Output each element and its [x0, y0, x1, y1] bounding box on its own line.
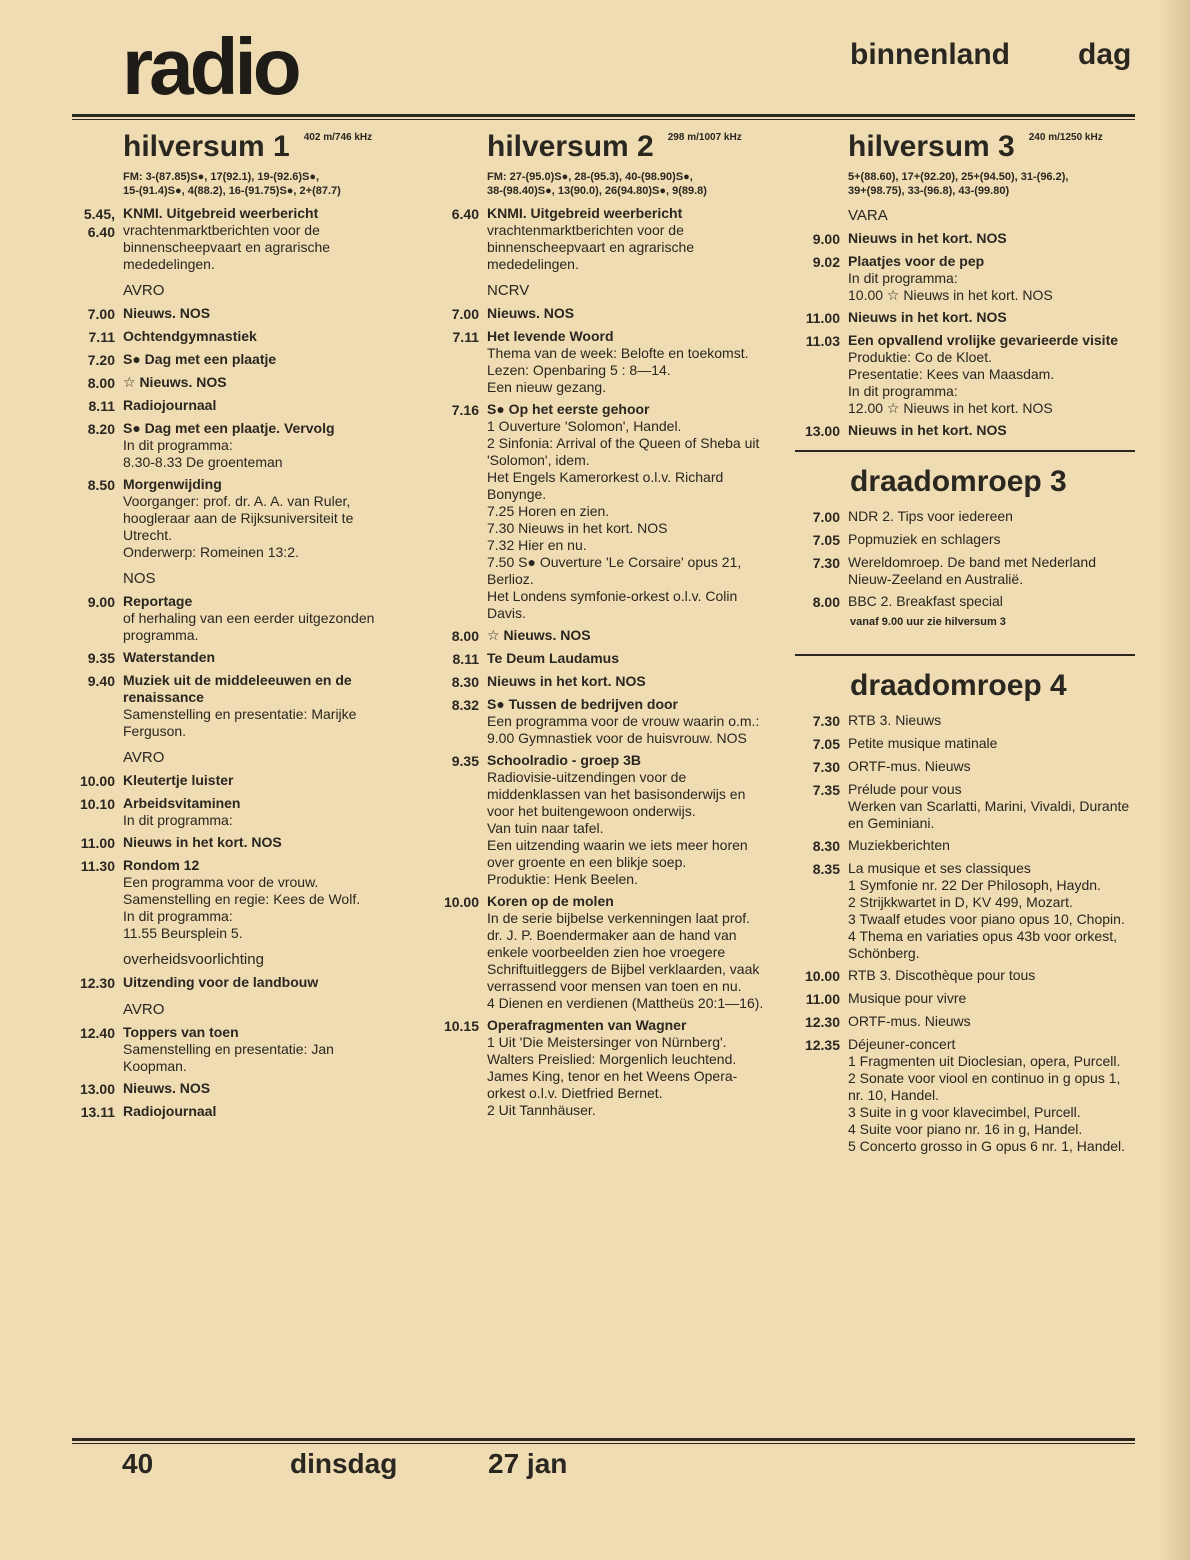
- programme-description: of herhaling van een eerder uitgezonden programma.: [123, 610, 375, 643]
- programme-body: [123, 974, 400, 992]
- programme-time: 12.30: [79, 975, 115, 991]
- programme-body: [123, 351, 400, 369]
- programme-description: Petite musique matinale: [848, 735, 998, 751]
- programme-entry: [795, 1036, 1135, 1155]
- draadomroep-3-title: draadomroep 3: [850, 465, 1067, 498]
- programme-body: [123, 1080, 400, 1098]
- programme-entry: [70, 772, 400, 790]
- programme-title: Plaatjes voor de pep: [848, 253, 985, 269]
- programme-body: [487, 401, 764, 622]
- programme-time: 7.00: [451, 306, 479, 322]
- programme-time: 7.30: [812, 713, 840, 729]
- programme-title: Rondom 12: [123, 857, 200, 873]
- programme-body: [848, 990, 1135, 1008]
- programme-title: Een opvallend vrolijke gevarieerde visite: [848, 332, 1119, 348]
- programme-entry: [795, 531, 1135, 549]
- programme-entry: [70, 1024, 400, 1075]
- programme-description: 1 Ouverture 'Solomon', Handel. 2 Sinfonia: Arrival of the Queen of Sheba uit 'Solomon', idem. Het Engels Kamerorkest o.l.v. Richard Bonynge. 7.25 Horen en zien. 7.30 Nieuws in het kort. NOS 7.32 Hier en nu. 7.50 S● Ouverture 'Le Corsaire' opus 21, Berlioz. Het Londens symfonie-orkest o.l.v. Colin Davis.: [487, 418, 760, 621]
- programme-entry: [70, 1080, 400, 1098]
- programme-entry: [434, 696, 764, 747]
- programme-title: Waterstanden: [123, 649, 216, 665]
- programme-entry: [795, 422, 1135, 440]
- programme-body: [487, 205, 764, 273]
- programme-body: [848, 554, 1135, 588]
- programme-description: Voorganger: prof. dr. A. A. van Ruler, hoogleraar aan de Rijksuniversiteit te Utrecht. Onderwerp: Romeinen 13:2.: [123, 493, 354, 560]
- programme-body: [123, 205, 400, 273]
- broadcaster-label: AVRO: [123, 1001, 165, 1018]
- programme-body: [848, 422, 1135, 440]
- programme-description: vrachtenmarktberichten voor de binnenscheepvaart en agrarische mededelingen.: [123, 222, 331, 272]
- programme-time: 9.35: [87, 650, 115, 666]
- programme-time: 7.05: [812, 736, 840, 752]
- programme-time: 9.02: [812, 254, 840, 270]
- programme-title: S● Dag met een plaatje: [123, 351, 277, 367]
- programme-entry: [795, 508, 1135, 526]
- programme-description: In dit programma: 10.00 ☆ Nieuws in het kort. NOS: [848, 270, 1053, 303]
- programme-entry: [795, 781, 1135, 832]
- programme-title: ☆ Nieuws. NOS: [487, 627, 591, 643]
- programme-list: [795, 206, 1135, 440]
- programme-time: 8.20: [87, 421, 115, 437]
- programme-entry: [70, 857, 400, 942]
- programme-body: [848, 253, 1135, 304]
- programme-entry: [70, 476, 400, 561]
- programme-entry: [434, 650, 764, 668]
- programme-body: [123, 374, 400, 392]
- programme-title: Nieuws in het kort. NOS: [848, 422, 1007, 438]
- programme-time: 8.11: [452, 651, 479, 667]
- programme-entry: [70, 205, 400, 273]
- programme-time: 13.00: [79, 1081, 115, 1097]
- programme-description: Prélude pour vous Werken van Scarlatti, Marini, Vivaldi, Durante en Geminiani.: [848, 781, 1130, 831]
- programme-body: [487, 673, 764, 691]
- programme-title: Nieuws in het kort. NOS: [848, 230, 1007, 246]
- programme-body: [848, 531, 1135, 549]
- programme-body: [848, 593, 1135, 611]
- programme-body: [123, 834, 400, 852]
- programme-body: [848, 1013, 1135, 1031]
- broadcaster-label: NOS: [123, 570, 156, 587]
- programme-time: 11.03: [805, 333, 840, 349]
- programme-body: [123, 305, 400, 323]
- programme-title: S● Tussen de bedrijven door: [487, 696, 679, 712]
- programme-body: [487, 328, 764, 396]
- programme-description: BBC 2. Breakfast special: [848, 593, 1003, 609]
- page-number: 40: [122, 1448, 154, 1479]
- programme-entry: [70, 397, 400, 415]
- programme-body: [123, 1103, 400, 1121]
- programme-entry: [795, 735, 1135, 753]
- programme-entry: [434, 401, 764, 622]
- programme-body: [123, 649, 400, 667]
- programme-title: Kleutertje luister: [123, 772, 234, 788]
- programme-body: [848, 1036, 1135, 1155]
- programme-description: Een programma voor de vrouw. Samenstelling en regie: Kees de Wolf. In dit programma: 11.55 Beursplein 5.: [123, 874, 361, 941]
- programme-description: Een programma voor de vrouw waarin o.m.: 9.00 Gymnastiek voor de huisvrouw. NOS: [487, 713, 760, 746]
- programme-time: 7.11: [88, 329, 115, 345]
- programme-title: Nieuws in het kort. NOS: [123, 834, 282, 850]
- programme-entry: [70, 420, 400, 471]
- programme-body: [848, 967, 1135, 985]
- programme-entry: [70, 351, 400, 369]
- programme-description: Déjeuner-concert 1 Fragmenten uit Dioclesian, opera, Purcell. 2 Sonate voor viool en continuo in g opus 1, nr. 10, Handel. 3 Suite in g voor klavecimbel, Purcell. 4 Suite voor piano nr. 16 in g, Handel. 5 Concerto grosso in G opus 6 nr. 1, Handel.: [848, 1036, 1126, 1154]
- section-rule: [795, 654, 1135, 656]
- programme-list: [70, 205, 400, 1121]
- programme-body: [848, 712, 1135, 730]
- programme-time: 13.11: [80, 1104, 115, 1120]
- page-title: radio: [122, 22, 298, 111]
- programme-title: Nieuws in het kort. NOS: [487, 673, 646, 689]
- programme-time: 10.00: [79, 773, 115, 789]
- programme-title: Nieuws. NOS: [123, 305, 211, 321]
- programme-list: [795, 508, 1135, 611]
- programme-body: [123, 795, 400, 829]
- programme-title: Te Deum Laudamus: [487, 650, 619, 666]
- programme-body: [123, 1024, 400, 1075]
- programme-body: [487, 627, 764, 645]
- programme-time: 10.15: [443, 1018, 479, 1034]
- programme-time: 8.30: [812, 838, 840, 854]
- fm-frequencies: FM: 3-(87.85)S●, 17(92.1), 19-(92.6)S●, 15-(91.4)S●, 4(88.2), 16-(91.75)S●, 2+(87.7): [123, 171, 341, 197]
- programme-entry: [434, 305, 764, 323]
- programme-entry: [434, 893, 764, 1012]
- page-edge-shade: [1160, 0, 1190, 1560]
- programme-description: La musique et ses classiques 1 Symfonie nr. 22 Der Philosoph, Haydn. 2 Strijkkwartet in D, KV 499, Mozart. 3 Twaalf etudes voor piano opus 10, Chopin. 4 Thema en variaties opus 43b voor orkest, Schönberg.: [848, 860, 1125, 961]
- programme-entry: [70, 649, 400, 667]
- programme-description: Musique pour vivre: [848, 990, 967, 1006]
- footer-date: 27 jan: [488, 1448, 568, 1479]
- section-rule: [795, 450, 1135, 452]
- programme-body: [123, 476, 400, 561]
- programme-description: RTB 3. Nieuws: [848, 712, 942, 728]
- programme-entry: [70, 672, 400, 740]
- programme-entry: [795, 967, 1135, 985]
- programme-time: 11.30: [80, 858, 115, 874]
- programme-description: ORTF-mus. Nieuws: [848, 758, 971, 774]
- fm-frequencies: FM: 27-(95.0)S●, 28-(95.3), 40-(98.90)S●, 38-(98.40)S●, 13(90.0), 26(94.80)S●, 9(89.8): [487, 171, 707, 197]
- station-name: hilversum 1: [123, 130, 290, 163]
- programme-title: Radiojournaal: [123, 1103, 217, 1119]
- programme-time: 12.35: [804, 1037, 840, 1053]
- programme-body: [487, 696, 764, 747]
- programme-time: 7.00: [812, 509, 840, 525]
- programme-entry: [795, 253, 1135, 304]
- programme-description: Wereldomroep. De band met Nederland Nieuw-Zeeland en Australië.: [848, 554, 1096, 587]
- programme-title: Muziek uit de middeleeuwen en de renaissance: [123, 672, 352, 705]
- station-frequency: 298 m/1007 kHz: [667, 132, 742, 143]
- station-header: [123, 128, 400, 170]
- programme-title: Het levende Woord: [487, 328, 614, 344]
- programme-body: [123, 397, 400, 415]
- programme-title: Nieuws. NOS: [487, 305, 575, 321]
- programme-list: [795, 712, 1135, 1155]
- programme-time: 8.11: [88, 398, 115, 414]
- draadomroep-3-note: vanaf 9.00 uur zie hilversum 3: [850, 616, 1006, 628]
- programme-description: Samenstelling en presentatie: Jan Koopman.: [123, 1041, 334, 1074]
- programme-title: S● Dag met een plaatje. Vervolg: [123, 420, 335, 436]
- broadcaster-label: AVRO: [123, 282, 165, 299]
- programme-entry: [70, 834, 400, 852]
- programme-entry: [795, 332, 1135, 417]
- programme-time: 7.11: [452, 329, 479, 345]
- programme-title: Koren op de molen: [487, 893, 614, 909]
- draadomroep-4-title: draadomroep 4: [850, 669, 1067, 702]
- header-rule: [72, 114, 1135, 117]
- footer-rule-thin: [72, 1443, 1135, 1444]
- programme-title: KNMI. Uitgebreid weerbericht: [487, 205, 683, 221]
- programme-title: Morgenwijding: [123, 476, 222, 492]
- station-name: hilversum 3: [848, 130, 1015, 163]
- programme-title: Toppers van toen: [123, 1024, 239, 1040]
- programme-time: 8.30: [451, 674, 479, 690]
- programme-time: 8.00: [87, 375, 115, 391]
- programme-time: 9.00: [812, 231, 840, 247]
- programme-description: Samenstelling en presentatie: Marijke Ferguson.: [123, 706, 357, 739]
- programme-description: Popmuziek en schlagers: [848, 531, 1001, 547]
- programme-time: 8.50: [87, 477, 115, 493]
- programme-body: [848, 230, 1135, 248]
- programme-body: [487, 893, 764, 1012]
- fm-frequencies: 5+(88.60), 17+(92.20), 25+(94.50), 31-(96.2), 39+(98.75), 33-(96.8), 43-(99.80): [848, 171, 1069, 197]
- programme-body: [848, 860, 1135, 962]
- station-header: [848, 128, 1135, 170]
- programme-time: 5.45, 6.40: [83, 206, 115, 240]
- programme-list: [434, 205, 764, 1119]
- programme-entry: [70, 1103, 400, 1121]
- broadcaster-label: NCRV: [487, 282, 530, 299]
- programme-time: 10.00: [443, 894, 479, 910]
- programme-description: vrachtenmarktberichten voor de binnenscheepvaart en agrarische mededelingen.: [487, 222, 695, 272]
- programme-time: 7.20: [87, 352, 115, 368]
- programme-description: Radiovisie-uitzendingen voor de middenklassen van het basisonderwijs en voor het buitengewoon onderwijs. Van tuin naar tafel. Een uitzending waarin we iets meer horen over groente en een blikje soep. Produktie: Henk Beelen.: [487, 769, 748, 887]
- programme-title: S● Op het eerste gehoor: [487, 401, 650, 417]
- programme-entry: [795, 1013, 1135, 1031]
- broadcaster-label: AVRO: [123, 749, 165, 766]
- programme-entry: [795, 758, 1135, 776]
- programme-body: [848, 837, 1135, 855]
- programme-entry: [434, 205, 764, 273]
- programme-entry: [434, 752, 764, 888]
- programme-body: [487, 752, 764, 888]
- programme-time: 11.00: [80, 835, 115, 851]
- programme-entry: [70, 305, 400, 323]
- programme-time: 7.30: [812, 555, 840, 571]
- station-frequency: 402 m/746 kHz: [303, 132, 373, 143]
- programme-title: KNMI. Uitgebreid weerbericht: [123, 205, 319, 221]
- programme-description: NDR 2. Tips voor iedereen: [848, 508, 1013, 524]
- programme-entry: [434, 328, 764, 396]
- programme-time: 9.40: [87, 673, 115, 689]
- header-rule-thin: [72, 119, 1135, 120]
- column-hilversum-2: [434, 128, 764, 1124]
- column-hilversum-3: [795, 128, 1135, 1160]
- station-name: hilversum 2: [487, 130, 654, 163]
- programme-description: 1 Uit 'Die Meistersinger von Nürnberg'. Walters Preislied: Morgenlich leuchtend. James King, tenor en het Weens Opera-orkest o.l.v. Dietfried Bernet. 2 Uit Tannhäuser.: [487, 1034, 738, 1118]
- programme-title: Operafragmenten van Wagner: [487, 1017, 687, 1033]
- programme-entry: [795, 990, 1135, 1008]
- programme-description: Muziekberichten: [848, 837, 950, 853]
- programme-time: 10.10: [79, 796, 115, 812]
- programme-entry: [795, 837, 1135, 855]
- column-hilversum-1: [70, 128, 400, 1126]
- programme-entry: [795, 593, 1135, 611]
- period-label: dag: [1078, 38, 1132, 71]
- programme-body: [848, 781, 1135, 832]
- programme-body: [487, 650, 764, 668]
- programme-time: 11.00: [805, 991, 840, 1007]
- programme-time: 7.16: [451, 402, 479, 418]
- programme-time: 9.00: [87, 594, 115, 610]
- programme-time: 10.00: [804, 968, 840, 984]
- programme-description: ORTF-mus. Nieuws: [848, 1013, 971, 1029]
- programme-description: In dit programma:: [123, 812, 233, 828]
- programme-time: 8.00: [812, 594, 840, 610]
- station-frequency: 240 m/1250 kHz: [1028, 132, 1103, 143]
- programme-entry: [795, 712, 1135, 730]
- programme-time: 12.40: [79, 1025, 115, 1041]
- programme-entry: [795, 309, 1135, 327]
- programme-time: 7.05: [812, 532, 840, 548]
- programme-description: In dit programma: 8.30-8.33 De groenteman: [123, 437, 283, 470]
- programme-entry: [434, 627, 764, 645]
- broadcaster-label: VARA: [848, 207, 888, 224]
- programme-body: [487, 1017, 764, 1119]
- programme-time: 8.32: [451, 697, 479, 713]
- programme-body: [123, 857, 400, 942]
- programme-body: [123, 593, 400, 644]
- programme-body: [848, 332, 1135, 417]
- programme-body: [848, 758, 1135, 776]
- programme-title: Radiojournaal: [123, 397, 217, 413]
- programme-body: [123, 328, 400, 346]
- programme-entry: [795, 554, 1135, 588]
- programme-title: ☆ Nieuws. NOS: [123, 374, 227, 390]
- programme-body: [123, 420, 400, 471]
- programme-time: 9.35: [451, 753, 479, 769]
- programme-body: [487, 305, 764, 323]
- programme-time: 13.00: [804, 423, 840, 439]
- programme-title: Nieuws. NOS: [123, 1080, 211, 1096]
- programme-body: [848, 309, 1135, 327]
- programme-time: 11.00: [805, 310, 840, 326]
- programme-body: [123, 672, 400, 740]
- footer-day: dinsdag: [290, 1448, 398, 1479]
- programme-time: 7.35: [812, 782, 840, 798]
- programme-description: RTB 3. Discothèque pour tous: [848, 967, 1036, 983]
- programme-time: 12.30: [804, 1014, 840, 1030]
- programme-entry: [70, 328, 400, 346]
- programme-entry: [70, 974, 400, 992]
- programme-title: Nieuws in het kort. NOS: [848, 309, 1007, 325]
- programme-body: [848, 735, 1135, 753]
- footer-rule: [72, 1438, 1135, 1441]
- programme-entry: [795, 230, 1135, 248]
- programme-entry: [434, 1017, 764, 1119]
- programme-title: Reportage: [123, 593, 193, 609]
- programme-entry: [434, 673, 764, 691]
- programme-description: In de serie bijbelse verkenningen laat prof. dr. J. P. Boendermaker aan de hand van enkele voorbeelden zien hoe vroegere Schriftuitleggers de Bijbel verklaarden, vaak verrassend voor mensen van toen en nu. 4 Dienen en verdienen (Mattheüs 20:1—16).: [487, 910, 764, 1011]
- programme-time: 8.00: [451, 628, 479, 644]
- programme-description: Thema van de week: Belofte en toekomst. Lezen: Openbaring 5 : 8—14. Een nieuw gezang.: [487, 345, 749, 395]
- programme-title: Schoolradio - groep 3B: [487, 752, 642, 768]
- programme-time: 7.00: [87, 306, 115, 322]
- programme-title: Arbeidsvitaminen: [123, 795, 241, 811]
- broadcaster-label: overheidsvoorlichting: [123, 951, 264, 968]
- programme-description: Produktie: Co de Kloet. Presentatie: Kees van Maasdam. In dit programma: 12.00 ☆ Nieuws in het kort. NOS: [848, 349, 1055, 416]
- programme-title: Ochtendgymnastiek: [123, 328, 257, 344]
- programme-time: 7.30: [812, 759, 840, 775]
- programme-entry: [70, 374, 400, 392]
- programme-body: [123, 772, 400, 790]
- programme-body: [848, 508, 1135, 526]
- station-header: [487, 128, 764, 170]
- programme-time: 6.40: [451, 206, 479, 222]
- programme-time: 8.35: [812, 861, 840, 877]
- programme-entry: [795, 860, 1135, 962]
- programme-title: Uitzending voor de landbouw: [123, 974, 319, 990]
- programme-entry: [70, 795, 400, 829]
- section-label: binnenland: [850, 38, 1010, 71]
- programme-entry: [70, 593, 400, 644]
